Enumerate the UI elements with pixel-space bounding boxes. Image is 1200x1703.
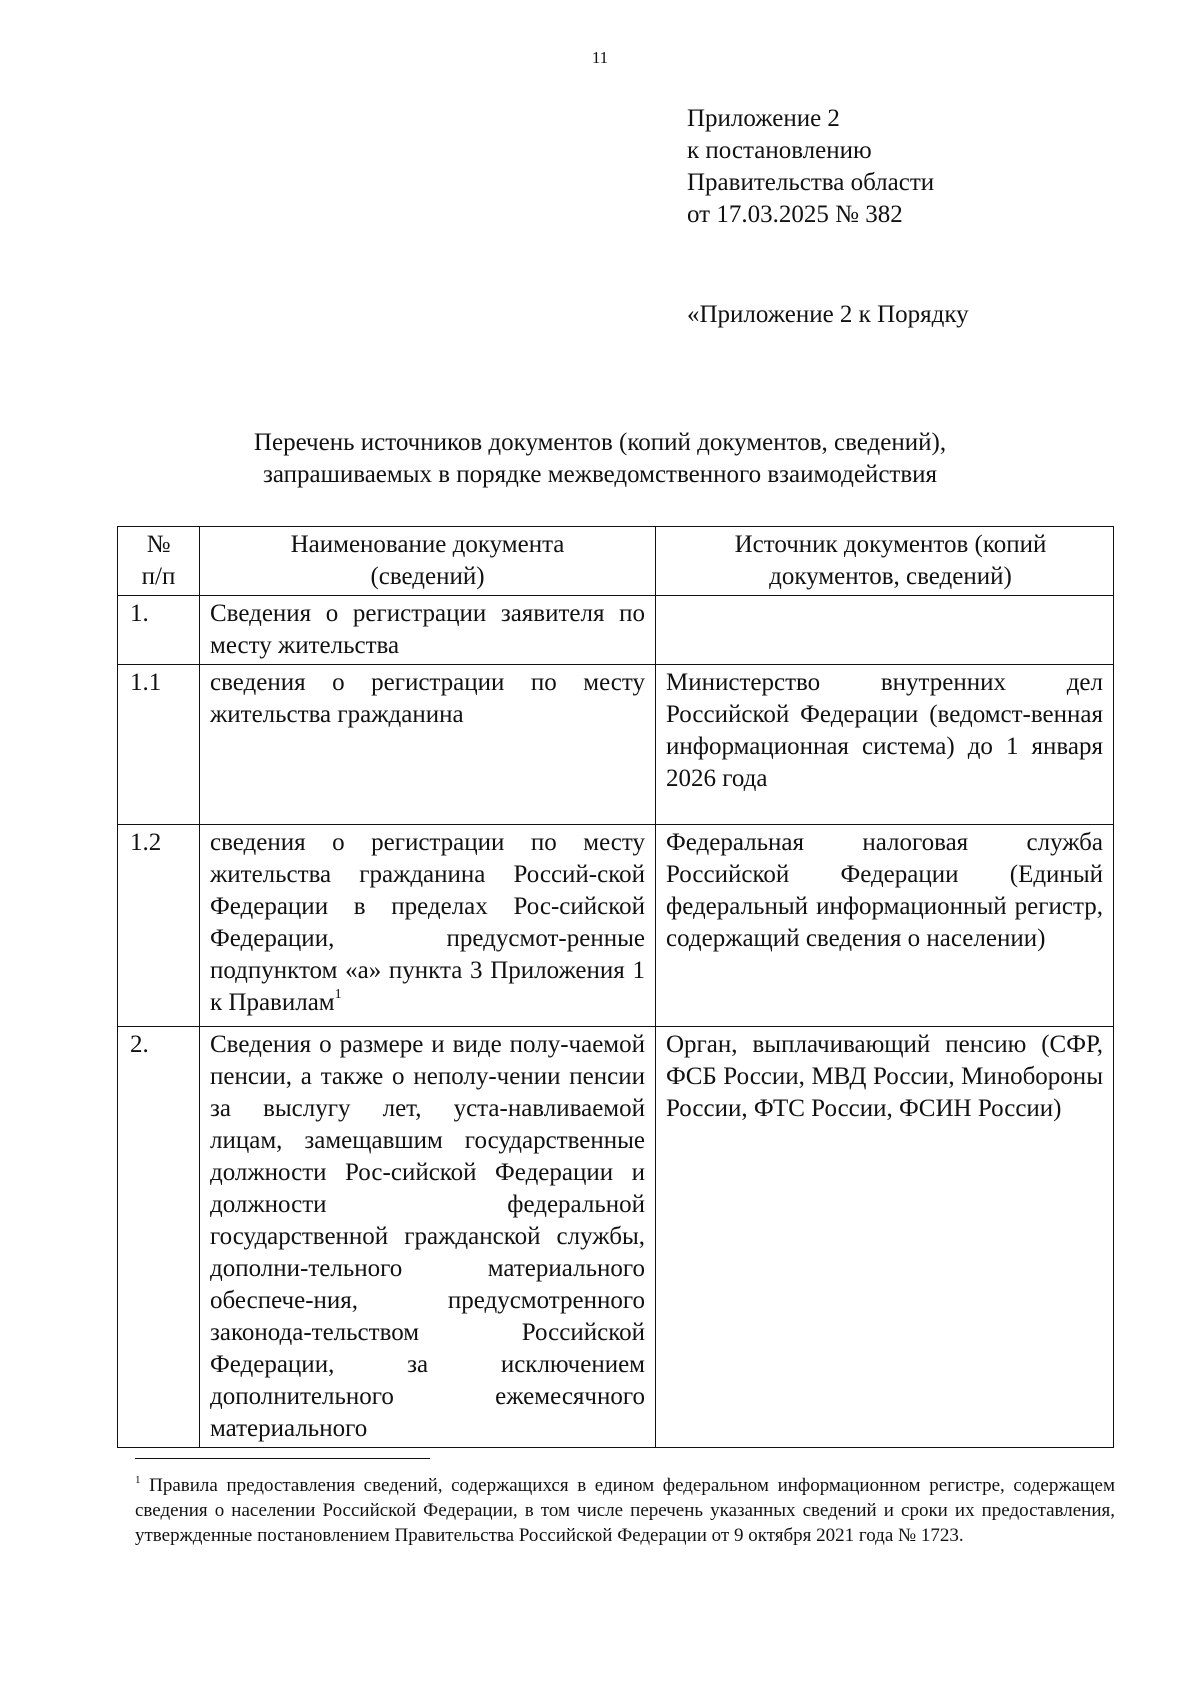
- footnote-text: Правила предоставления сведений, содержащихся в едином федеральном информационном регистре, содержащем сведения о населении Российской Федерации, в том числе перечень указанных сведений и сроки их предоставления, утвержденные постановлением Правительства Российской Федерации от 9 октября 2021 года № 1723.: [135, 1475, 1116, 1546]
- header-source: Источник документов (копий документов, сведений): [656, 527, 1114, 596]
- sources-table: [117, 526, 1114, 1448]
- row-document-name-text: сведения о регистрации по месту жительства гражданина Россий-ской Федерации в пределах Рос-сийской Федерации, предусмот-ренные подпунктом «а» пункта 3 Приложения 1 к Правилам: [210, 829, 645, 1016]
- header-document-name: Наименование документа (сведений): [200, 527, 656, 596]
- table-row: [118, 665, 1114, 825]
- row-source: Федеральная налоговая служба Российской Федерации (Единый федеральный информационный регистр, содержащий сведения о населении): [656, 825, 1114, 1027]
- footnote: [135, 1473, 1115, 1548]
- table-row: [118, 825, 1114, 1027]
- row-number: 2.: [118, 1027, 200, 1448]
- appendix-line: Правительства области: [687, 169, 935, 196]
- header-number: № п/п: [118, 527, 200, 596]
- page-number: 11: [591, 48, 609, 67]
- row-source: [656, 596, 1114, 665]
- appendix-line: Приложение 2: [687, 105, 840, 132]
- row-document-name: Сведения о размере и виде полу-чаемой пенсии, а также о неполу-чении пенсии за выслугу лет, уста-навливаемой лицам, замещавшим государственные должности Рос-сийской Федерации и должности федеральной государственной гражданской службы, дополни-тельного материального обеспече-ния, предусмотренного законода-тельством Российской Федерации, за исключением дополнительного ежемесячного материального: [200, 1027, 656, 1448]
- table-row: [118, 596, 1114, 665]
- document-title: [0, 427, 1200, 491]
- footnote-mark: 1: [135, 1474, 141, 1486]
- appendix-header: [687, 103, 934, 231]
- row-number: 1.1: [118, 665, 200, 825]
- row-source: Орган, выплачивающий пенсию (СФР, ФСБ России, МВД России, Минобороны России, ФТС России, ФСИН России): [656, 1027, 1114, 1448]
- table-row: [118, 1027, 1114, 1448]
- footnote-reference: 1: [334, 987, 342, 1002]
- row-number: 1.2: [118, 825, 200, 1027]
- title-line: запрашиваемых в порядке межведомственного взаимодействия: [262, 461, 938, 488]
- table-header-row: [118, 527, 1114, 596]
- title-line: Перечень источников документов (копий документов, сведений),: [253, 429, 947, 456]
- row-document-name: [200, 825, 656, 1027]
- row-document-name: сведения о регистрации по месту жительства гражданина: [200, 665, 656, 825]
- appendix-line: к постановлению: [687, 137, 872, 164]
- row-source: Министерство внутренних дел Российской Федерации (ведомст-венная информационная система) до 1 января 2026 года: [656, 665, 1114, 825]
- footnote-separator: [135, 1458, 430, 1459]
- row-document-name: Сведения о регистрации заявителя по месту жительства: [200, 596, 656, 665]
- appendix-reference: «Приложение 2 к Порядку: [687, 301, 969, 328]
- appendix-line: от 17.03.2025 № 382: [687, 201, 903, 228]
- row-number: 1.: [118, 596, 200, 665]
